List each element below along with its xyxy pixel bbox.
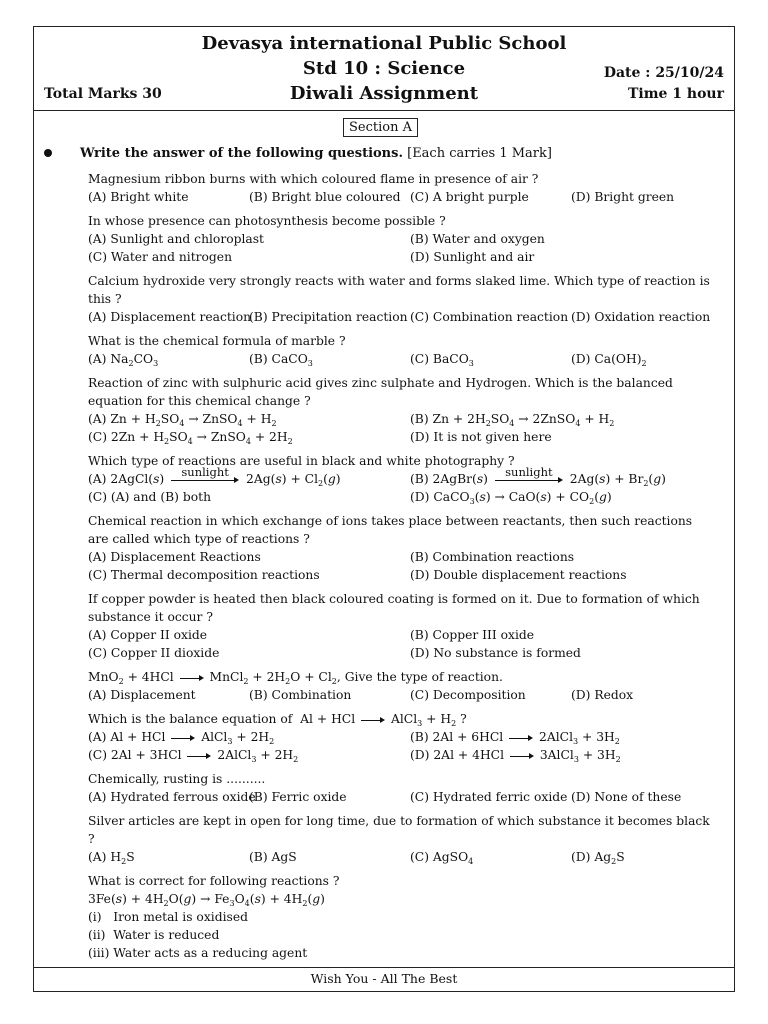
- option-list: [88, 308, 712, 326]
- footer-divider: [34, 967, 734, 968]
- question-stem: What is correct for following reactions ?: [88, 874, 340, 888]
- bullet-icon: [44, 149, 52, 157]
- page-border: [33, 26, 735, 992]
- answer-option: (A) Displacement reaction: [88, 310, 252, 324]
- reaction-arrow: [187, 751, 211, 759]
- question-item: [88, 872, 712, 962]
- answer-option: (C) Combination reaction: [410, 310, 569, 324]
- header-divider: [34, 110, 734, 111]
- answer-option: (C) Copper II dioxide: [88, 646, 220, 660]
- answer-option: (A) Copper II oxide: [88, 628, 208, 642]
- option-list: [88, 188, 712, 206]
- answer-option: (A) 2AgCl(s) sunlight $2Ag(s) + Cl_2(g)$: [88, 465, 341, 488]
- answer-option: (D) $Ag_2S$: [571, 850, 625, 866]
- question-stem: Which is the balance equation of Al + HCl AlCl$_3$ + $H_2$ ?: [88, 712, 467, 728]
- question-item: [88, 512, 712, 584]
- answer-option: (D) 2Al + 4HCl 3AlCl$_3$ + $3H_2$: [410, 748, 621, 764]
- answer-option: (D) Redox: [571, 688, 634, 702]
- answer-option: (B) CaCO$_3$: [249, 352, 313, 368]
- answer-option: (A) Displacement: [88, 688, 196, 702]
- instruction-main: Write the answer of the following questions.: [80, 146, 403, 161]
- answer-option: (C) $2Zn + H_2SO_4$ → ZnSO$_4$ + $2H_2$: [88, 430, 293, 446]
- reaction-arrow: [509, 733, 533, 741]
- answer-option: (B) Combination: [249, 688, 352, 702]
- question-item: [88, 374, 712, 446]
- answer-option: (D) It is not given here: [410, 430, 552, 444]
- answer-option: (B) $Zn + 2H_2SO_4$ → 2ZnSO$_4$ + $H_2$: [410, 412, 615, 428]
- answer-option: (B) 2AgBr(s) sunlight $2Ag(s) + Br_2(g)$: [410, 465, 666, 488]
- question-item: [88, 452, 712, 506]
- question-item: [88, 770, 712, 806]
- question-item: [88, 170, 712, 206]
- answer-option: (A) Hydrated ferrous oxide: [88, 790, 256, 804]
- answer-option: (B) Precipitation reaction: [249, 310, 408, 324]
- section-label: Section A: [343, 118, 418, 137]
- question-item: [88, 212, 712, 266]
- answer-option: (D) No substance is formed: [410, 646, 581, 660]
- answer-option: (D) Double displacement reactions: [410, 568, 627, 582]
- standard-subject: Std 10 : Science: [302, 58, 466, 79]
- reaction-arrow: sunlight: [171, 473, 239, 483]
- question-line: $3Fe(s) + 4H_2O(g) \to Fe_3O_4(s) + 4H_2(g)$: [88, 892, 325, 908]
- question-line: (iii) Water acts as a reducing agent: [88, 946, 308, 960]
- answer-option: (A) $Na_2CO_3$: [88, 352, 159, 368]
- instruction: [44, 146, 552, 161]
- question-stem: MnO$_2$ + 4HCl MnCl$_2$ + $2H_2O + Cl_2$, Give the type of reaction.: [88, 670, 503, 686]
- answer-option: (C) Water and nitrogen: [88, 250, 232, 264]
- answer-option: (B) Copper III oxide: [410, 628, 535, 642]
- answer-option: (D) $Ca(OH)_2$: [571, 352, 647, 368]
- answer-option: (D) Oxidation reaction: [571, 310, 711, 324]
- question-item: [88, 590, 712, 662]
- exam-date: Date : 25/10/24: [603, 65, 724, 81]
- question-item: [88, 332, 712, 368]
- answer-option: (B) Combination reactions: [410, 550, 575, 564]
- question-item: [88, 812, 712, 866]
- option-list: [88, 410, 712, 446]
- question-stem: If copper powder is heated then black coloured coating is formed on it. Due to formation of which substance it occur ?: [88, 592, 700, 624]
- reaction-arrow: [361, 715, 385, 723]
- option-list: [88, 465, 712, 506]
- exam-time: Time 1 hour: [627, 86, 724, 102]
- reaction-arrow: [180, 673, 204, 681]
- answer-option: (A) Al + HCl AlCl$_3$ + $2H_2$: [88, 730, 275, 746]
- footer-text: Wish You - All The Best: [310, 971, 458, 986]
- answer-option: (C) (A) and (B) both: [88, 490, 212, 504]
- answer-option: (A) $Zn + H_2SO_4$ → ZnSO$_4$ + $H_2$: [88, 412, 277, 428]
- question-item: [88, 710, 712, 764]
- assignment-title: Diwali Assignment: [289, 83, 479, 104]
- answer-option: (A) Bright white: [88, 190, 189, 204]
- option-list: [88, 686, 712, 704]
- answer-option: (A) Displacement Reactions: [88, 550, 261, 564]
- question-stem: What is the chemical formula of marble ?: [88, 334, 346, 348]
- question-line: (ii) Water is reduced: [88, 928, 220, 942]
- question-stem: Chemically, rusting is ..........: [88, 772, 266, 786]
- question-stem: In whose presence can photosynthesis become possible ?: [88, 214, 446, 228]
- reaction-arrow: [510, 751, 534, 759]
- answer-option: (B) Ferric oxide: [249, 790, 347, 804]
- answer-option: (D) Sunlight and air: [410, 250, 535, 264]
- question-stem: Chemical reaction in which exchange of ions takes place between reactants, then such reactions are called which type of reactions ?: [88, 514, 693, 546]
- answer-option: (A) $H_2S$: [88, 850, 135, 866]
- answer-option: (D) CaCO$_3$(s) → $CaO(s) + CO_2(g)$: [410, 490, 612, 506]
- answer-option: (D) None of these: [571, 790, 682, 804]
- answer-option: (B) 2Al + 6HCl 2AlCl$_3$ + $3H_2$: [410, 730, 620, 746]
- question-stem: Calcium hydroxide very strongly reacts with water and forms slaked lime. Which type of reaction is this ?: [88, 274, 710, 306]
- answer-option: (A) Sunlight and chloroplast: [88, 232, 264, 246]
- question-stem: Silver articles are kept in open for long time, due to formation of which substance it becomes black ?: [88, 814, 710, 846]
- reaction-arrow: sunlight: [495, 473, 563, 483]
- question-item: [88, 668, 712, 704]
- answer-option: (C) BaCO$_3$: [410, 352, 474, 368]
- answer-option: (C) Thermal decomposition reactions: [88, 568, 320, 582]
- answer-option: (C) A bright purple: [410, 190, 529, 204]
- question-stem: Which type of reactions are useful in black and white photography ?: [88, 454, 515, 468]
- option-list: [88, 230, 712, 266]
- answer-option: (B) Water and oxygen: [410, 232, 545, 246]
- total-marks: Total Marks 30: [44, 86, 162, 102]
- option-list: [88, 728, 712, 764]
- answer-option: (C) Decomposition: [410, 688, 526, 702]
- answer-option: (B) Bright blue coloured: [249, 190, 401, 204]
- answer-option: (C) 2Al + 3HCl 2AlCl$_3$ + $2H_2$: [88, 748, 299, 764]
- answer-option: (C) AgSO$_4$: [410, 850, 474, 866]
- answer-option: (B) AgS: [249, 850, 297, 864]
- question-list: [88, 170, 712, 968]
- question-stem: Magnesium ribbon burns with which coloured flame in presence of air ?: [88, 172, 539, 186]
- option-list: [88, 848, 712, 866]
- question-line: (i) Iron metal is oxidised: [88, 910, 248, 924]
- reaction-arrow: [171, 733, 195, 741]
- question-item: [88, 272, 712, 326]
- answer-option: (D) Bright green: [571, 190, 675, 204]
- option-list: [88, 548, 712, 584]
- instruction-note: [Each carries 1 Mark]: [407, 146, 552, 161]
- answer-option: (C) Hydrated ferric oxide: [410, 790, 568, 804]
- option-list: [88, 350, 712, 368]
- option-list: [88, 788, 712, 806]
- question-stem: Reaction of zinc with sulphuric acid gives zinc sulphate and Hydrogen. Which is the balanced equation for this chemical change ?: [88, 376, 673, 408]
- school-name: Devasya international Public School: [201, 33, 567, 54]
- option-list: [88, 626, 712, 662]
